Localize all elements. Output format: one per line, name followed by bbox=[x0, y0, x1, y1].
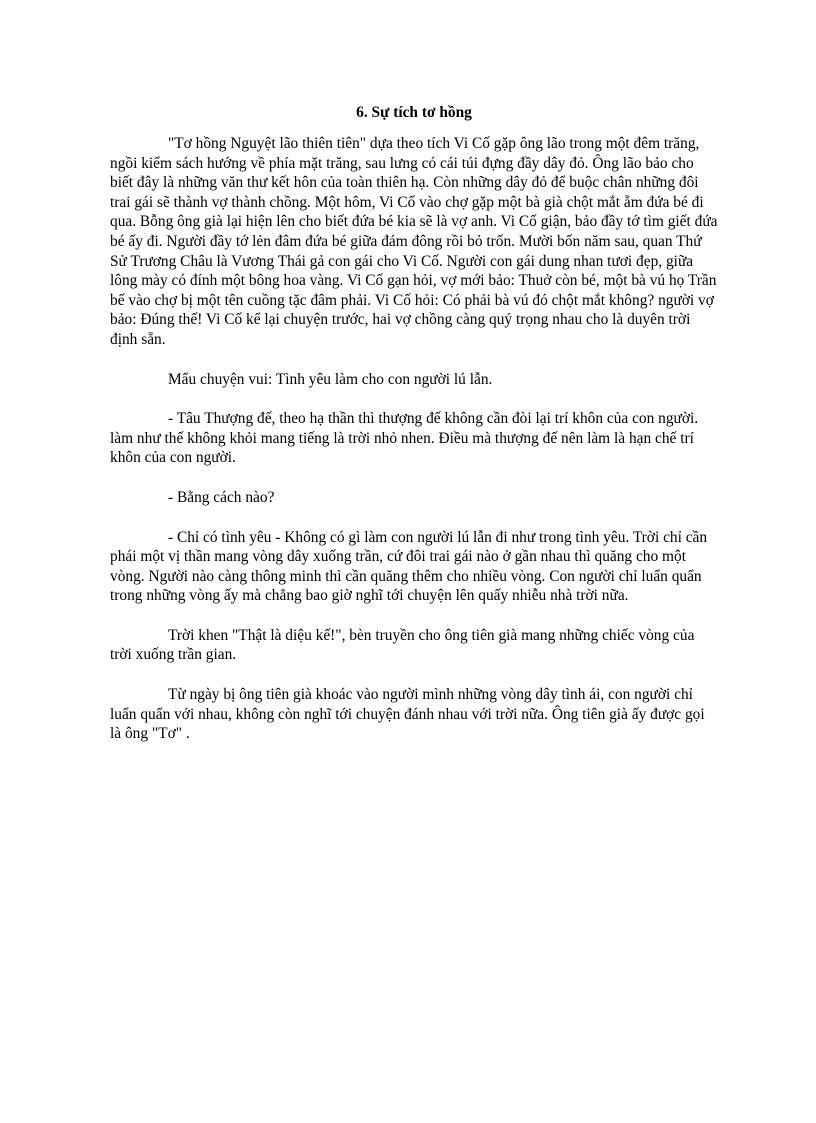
paragraph-dialogue-3: - Chỉ có tình yêu - Không có gì làm con người lú lẫn đi như trong tình yêu. Trời chỉ cần phái một vị thần mang vòng dây xuống trần, cứ đôi trai gái nào ở gần nhau thì quăng cho một vòng. Người nào càng thông minh thì cần quăng thêm cho nhiều vòng. Con người chỉ luẩn quẩn trong những vòng ấy mà chẳng bao giờ nghĩ tới chuyện lên quấy nhiễu nhà trời nữa. bbox=[110, 528, 708, 605]
document-title: 6. Sự tích tơ hồng bbox=[356, 104, 472, 121]
paragraph-conclusion: Từ ngày bị ông tiên già khoác vào người mình những vòng dây tình ái, con người chỉ luẩn quẩn với nhau, không còn nghĩ tới chuyện đánh nhau với trời nữa. Ông tiên già ấy được gọi là ông "Tơ" . bbox=[110, 686, 705, 743]
paragraph-dialogue-2: - Bằng cách nào? bbox=[168, 488, 275, 506]
paragraph-story: "Tơ hồng Nguyệt lão thiên tiên" dựa theo tích Vi Cố gặp ông lão trong một đêm trăng, ngồi kiểm sách hướng về phía mặt trăng, sau lưng có cái túi đựng đầy dây đỏ. Ông lão bảo cho biết đây là những văn thư kết hôn của toàn thiên hạ. Còn những dây đỏ để buộc chân những đôi trai gái sẽ thành vợ thành chồng. Một hôm, Vi Cố vào chợ gặp một bà già chột mắt ẵm đứa bé đi qua. Bỗng ông già lại hiện lên cho biết đứa bé kia sẽ là vợ anh. Vi Cố giận, bảo đầy tớ tìm giết đứa bé ấy đi. Người đầy tớ lẻn đâm đứa bé giữa đám đông rồi bỏ trốn. Mười bốn năm sau, quan Thứ Sử Trương Châu là Vương Thái gả con gái cho Vi Cố. Người con gái dung nhan tươi đẹp, giữa lông mày có đính một bông hoa vàng. Vi Cố gạn hỏi, vợ mới bảo: Thuở còn bé, một bà vú họ Trần bế vào chợ bị một tên cuồng tặc đâm phải. Vi Cố hỏi: Có phải bà vú đó chột mắt không? người vợ bảo: Đúng thế! Vi Cố kể lại chuyện trước, hai vợ chồng càng quý trọng nhau cho là duyên trời định sẵn. bbox=[110, 135, 718, 348]
paragraph-anecdote-title: Mẩu chuyện vui: Tình yêu làm cho con người lú lẫn. bbox=[168, 370, 493, 388]
document-body bbox=[110, 103, 718, 764]
paragraph-heaven-praise: Trời khen "Thật là diệu kế!", bèn truyền cho ông tiên già mang những chiếc vòng của trời xuống trần gian. bbox=[110, 626, 695, 664]
paragraph-dialogue-1: - Tâu Thượng đế, theo hạ thần thì thượng đế không cần đòi lại trí khôn của con người. làm như thế không khỏi mang tiếng là trời nhỏ nhen. Điều mà thượng đế nên làm là hạn chế trí khôn của con người. bbox=[110, 410, 699, 467]
